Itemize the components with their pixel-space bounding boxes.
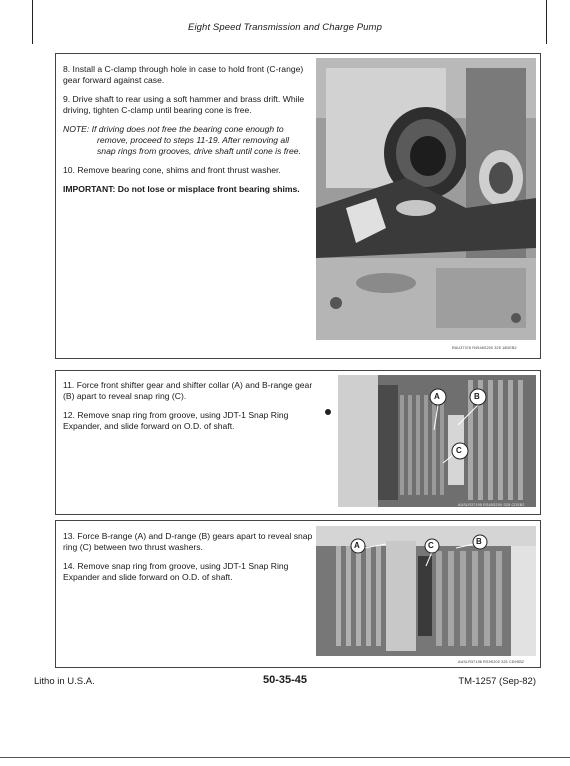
callout-a: A (434, 392, 440, 401)
photo-3-code: AUSLR37196 RS9S200 325 CD9SB2 (458, 660, 525, 664)
callout-b: B (474, 392, 480, 401)
step-12: 12. Remove snap ring from groove, using JDT-1 Snap Ring Expander, and slide forward on O.D. of shaft. (63, 410, 289, 431)
note: NOTE: If driving does not free the bearing cone enough to remove, proceed to steps 11-19. After removing all snap rings from grooves, drive shaft until cone is free. (63, 124, 301, 156)
photo-1-code: RAU37376 R4546S200 325 18DEB2 (452, 346, 517, 350)
panel-2-text (63, 380, 315, 440)
important-notice: IMPORTANT: Do not lose or misplace front bearing shims. (63, 184, 300, 194)
bottom-rule (0, 757, 570, 758)
page-number: 50-35-45 (262, 674, 308, 686)
step-13: 13. Force B-range (A) and D-range (B) gears apart to reveal snap ring (C) between two thrust washers. (63, 531, 313, 552)
footer-manual-id: TM-1257 (Sep-82) (458, 676, 536, 687)
callout-a-2: A (354, 541, 360, 550)
step-14: 14. Remove snap ring from groove, using JDT-1 Snap Ring Expander and slide forward on O.D. of shaft. (63, 561, 289, 582)
step-8: 8. Install a C-clamp through hole in case to hold front (C-range) gear forward against case. (63, 64, 304, 85)
callout-c: C (456, 446, 462, 455)
footer-litho: Litho in U.S.A. (34, 676, 95, 687)
photo-2-code: AUSLR37195 RS45S200 S25 CDSB2 (458, 503, 525, 507)
panel-1-text (63, 64, 309, 203)
step-10: 10. Remove bearing cone, shims and front thrust washer. (63, 165, 281, 175)
b-d-range-gear-photo (316, 526, 536, 656)
callout-b-2: B (476, 537, 482, 546)
callout-c-2: C (428, 541, 434, 550)
bullet-marker (325, 409, 331, 415)
step-9: 9. Drive shaft to rear using a soft hammer and brass drift. While driving, tighten C-clamp until bearing cone is free. (63, 94, 305, 115)
transmission-case-photo (316, 58, 536, 340)
shifter-gear-photo (338, 375, 536, 507)
step-11: 11. Force front shifter gear and shifter collar (A) and B-range gear (B) apart to reveal snap ring (C). (63, 380, 313, 401)
panel-3-text (63, 531, 315, 591)
page-header-title: Eight Speed Transmission and Charge Pump (188, 22, 382, 33)
